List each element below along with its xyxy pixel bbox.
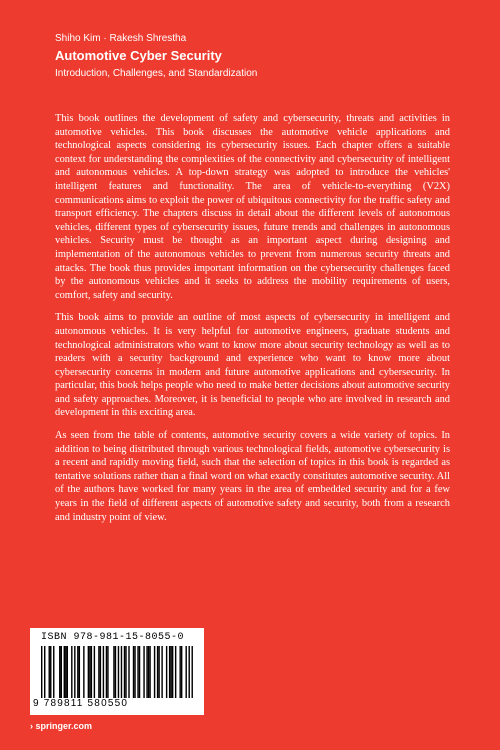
isbn-label: ISBN 978-981-15-8055-0	[41, 632, 185, 643]
barcode-bar	[53, 646, 54, 698]
barcode-bar	[74, 646, 75, 698]
barcode-bar	[71, 646, 72, 698]
barcode-bar	[88, 646, 89, 698]
barcode-bar	[89, 646, 90, 698]
barcode-bar	[115, 646, 116, 698]
blurb-paragraph: As seen from the table of contents, automotive security covers a wide variety of topics. In addition to being distributed through various technological fields, automotive cybersecurity is a recent and rapidly moving field, such that the selection of topics in this book is regarded as tentative solutions rather than a final word on what exactly constitutes automotive security. All of the authors have worked for many years in the area of embedded security and for a few years in the field of different aspects of automotive safety and security, both from a research and industry point of view.	[55, 430, 450, 523]
barcode-bar	[100, 646, 101, 698]
barcode-bar	[185, 646, 186, 698]
barcode-bar	[67, 646, 68, 698]
barcode-bar	[41, 646, 42, 698]
barcode-bar	[192, 646, 193, 698]
barcode-bar	[175, 646, 176, 698]
blurb-paragraph: This book outlines the development of safety and cybersecurity, threats and activities in automotive vehicles. This book discusses the automotive vehicle applications and technological aspects considering its cybersecurity issues. Each chapter offers a suitable context for understanding the complexities of the connectivity and cybersecurity of intelligent and autonomous vehicles. A top-down strategy was adopted to introduce the vehicles' intelligent features and functionality. The area of vehicle-to-everything (V2X) communications aims to exploit the power of ubiquitous connectivity for the traffic safety and transport efficiency. The chapters discuss in detail about the different levels of autonomous vehicles, different types of cybersecurity issues, future trends and challenges in autonomous vehicles. Security must be thought as an important aspect during designing and implementation of the autonomous vehicles to prevent from numerous security threats and attacks. The book thus provides important information on the cybersecurity challenges faced by the autonomous vehicles and it seeks to address the mobility requirements of users, comfort, safety and security.	[55, 113, 450, 301]
barcode-bar	[79, 646, 80, 698]
blurb-paragraph: This book aims to provide an outline of most aspects of cybersecurity in intelligent and autonomous vehicles. It is very helpful for automotive engineers, graduate students and technological administrators who want to know more about security technology as well as to readers with a security background and experience who want to know more about cybersecurity concerns in modern and future automotive applications and cybersecurity. In particular, this book helps people who need to make better decisions about automotive security and safety approaches. Moreover, it is beneficial to people who are involved in research and development in this exciting area.	[55, 312, 450, 419]
barcode-bar	[91, 646, 92, 698]
barcode-bar	[77, 646, 78, 698]
barcode-bar	[149, 646, 150, 698]
barcode-bar	[143, 646, 144, 698]
barcode-bar	[148, 646, 149, 698]
blurb	[55, 112, 450, 533]
book-subtitle: Introduction, Challenges, and Standardization	[55, 68, 258, 79]
barcode-bar	[106, 646, 107, 698]
authors: Shiho Kim · Rakesh Shrestha	[55, 33, 187, 44]
barcode-bar	[65, 646, 66, 698]
barcode-bar	[170, 646, 171, 698]
barcode-bar	[161, 646, 162, 698]
barcode-bar	[139, 646, 140, 698]
barcode-bar	[83, 646, 84, 698]
barcode-bar	[98, 646, 99, 698]
barcode-bar	[49, 646, 50, 698]
barcode-bar	[169, 646, 170, 698]
barcode-bar	[128, 646, 129, 698]
barcode-bar	[64, 646, 65, 698]
barcode-bar	[172, 646, 173, 698]
barcode-panel	[30, 628, 204, 715]
barcode-bar	[181, 646, 182, 698]
barcode-bar	[103, 646, 104, 698]
barcode-bar	[121, 646, 122, 698]
barcode-icon	[41, 646, 193, 698]
barcode-bar	[113, 646, 114, 698]
book-title: Automotive Cyber Security	[55, 48, 222, 63]
barcode-bar	[59, 646, 60, 698]
barcode-bar	[125, 646, 126, 698]
barcode-bar	[137, 646, 138, 698]
barcode-bar	[166, 646, 167, 698]
barcode-bar	[146, 646, 147, 698]
barcode-bar	[134, 646, 135, 698]
barcode-bar	[188, 646, 189, 698]
barcode-bar	[107, 646, 108, 698]
barcode-bar	[50, 646, 51, 698]
barcode-bar	[158, 646, 159, 698]
barcode-bar	[44, 646, 45, 698]
barcode-bar	[124, 646, 125, 698]
barcode-bar	[179, 646, 180, 698]
barcode-bar	[154, 646, 155, 698]
barcode-digits: 9 789811 580550	[33, 698, 129, 709]
barcode-bar	[61, 646, 62, 698]
barcode-bar	[133, 646, 134, 698]
barcode-bar	[118, 646, 119, 698]
publisher-link[interactable]: › springer.com	[30, 721, 93, 731]
barcode-bar	[94, 646, 95, 698]
barcode-bar	[157, 646, 158, 698]
